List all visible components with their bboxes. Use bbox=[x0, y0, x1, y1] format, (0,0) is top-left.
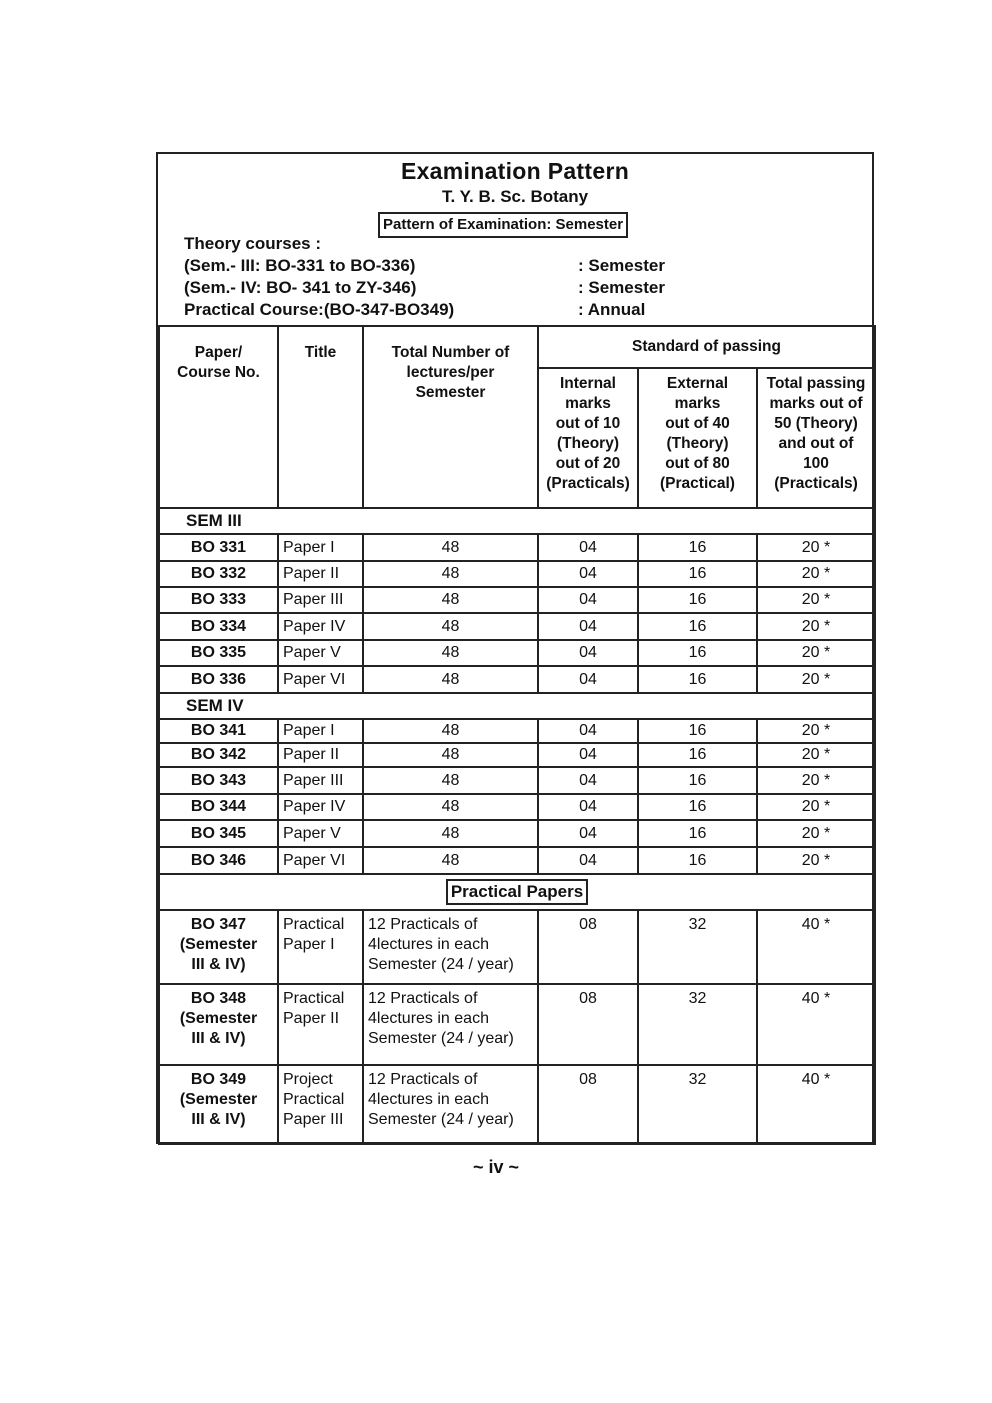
lectures-cell: 48 bbox=[363, 743, 538, 767]
table-row bbox=[159, 820, 875, 847]
table-row bbox=[159, 767, 875, 794]
sem4-label: SEM IV bbox=[159, 693, 875, 719]
course-title: Paper VI bbox=[278, 666, 363, 693]
table-row bbox=[159, 640, 875, 666]
table-row bbox=[159, 1065, 875, 1144]
total-cell: 20 * bbox=[757, 534, 875, 561]
course-code: BO 336 bbox=[159, 666, 278, 693]
internal-cell: 04 bbox=[538, 820, 638, 847]
exam-pattern-frame bbox=[156, 152, 874, 1144]
page-title: Examination Pattern bbox=[400, 158, 630, 184]
lectures-cell: 48 bbox=[363, 820, 538, 847]
total-cell: 40 * bbox=[757, 910, 875, 984]
exam-table-wrapper bbox=[158, 325, 876, 1145]
section-row bbox=[159, 874, 875, 910]
theory-heading: Theory courses : bbox=[184, 234, 321, 253]
header-row bbox=[159, 326, 875, 368]
internal-cell: 04 bbox=[538, 767, 638, 794]
course-title: Paper V bbox=[278, 640, 363, 666]
total-cell: 20 * bbox=[757, 719, 875, 743]
external-cell: 16 bbox=[638, 794, 757, 820]
pattern-label-box: Pattern of Examination: Semester bbox=[378, 212, 628, 238]
table-row bbox=[159, 534, 875, 561]
course-title: Paper V bbox=[278, 820, 363, 847]
internal-cell: 08 bbox=[538, 1065, 638, 1144]
internal-cell: 04 bbox=[538, 719, 638, 743]
course-code: BO 341 bbox=[159, 719, 278, 743]
course-title: Paper I bbox=[278, 719, 363, 743]
table-row bbox=[159, 743, 875, 767]
course-code: BO 331 bbox=[159, 534, 278, 561]
table-row bbox=[159, 847, 875, 874]
course-title: Project Practical Paper III bbox=[278, 1065, 363, 1144]
course-code: BO 335 bbox=[159, 640, 278, 666]
course-code: BO 346 bbox=[159, 847, 278, 874]
course-line-label: (Sem.- III: BO-331 to BO-336) bbox=[184, 256, 416, 275]
total-cell: 40 * bbox=[757, 984, 875, 1065]
course-line-value: : Semester bbox=[578, 278, 665, 297]
total-cell: 20 * bbox=[757, 613, 875, 640]
lectures-cell: 48 bbox=[363, 794, 538, 820]
course-title: Paper IV bbox=[278, 613, 363, 640]
table-row bbox=[159, 984, 875, 1065]
external-cell: 16 bbox=[638, 613, 757, 640]
lectures-cell: 48 bbox=[363, 640, 538, 666]
table-row bbox=[159, 719, 875, 743]
course-code: BO 342 bbox=[159, 743, 278, 767]
total-cell: 20 * bbox=[757, 743, 875, 767]
total-cell: 20 * bbox=[757, 666, 875, 693]
col-lectures-header: Total Number of lectures/per Semester bbox=[363, 326, 538, 508]
course-title: Paper III bbox=[278, 587, 363, 613]
course-title: Paper II bbox=[278, 743, 363, 767]
col-total-header: Total passing marks out of 50 (Theory) and out of 100 (Practicals) bbox=[757, 368, 875, 508]
external-cell: 16 bbox=[638, 666, 757, 693]
lectures-cell: 48 bbox=[363, 534, 538, 561]
practical-label: Practical Papers bbox=[446, 879, 588, 905]
internal-cell: 08 bbox=[538, 984, 638, 1065]
total-cell: 20 * bbox=[757, 794, 875, 820]
total-cell: 20 * bbox=[757, 820, 875, 847]
course-title: Paper III bbox=[278, 767, 363, 794]
table-row bbox=[159, 666, 875, 693]
external-cell: 16 bbox=[638, 767, 757, 794]
external-cell: 16 bbox=[638, 847, 757, 874]
table-row bbox=[159, 561, 875, 587]
internal-cell: 04 bbox=[538, 561, 638, 587]
course-code: BO 334 bbox=[159, 613, 278, 640]
external-cell: 16 bbox=[638, 561, 757, 587]
internal-cell: 04 bbox=[538, 640, 638, 666]
course-code: BO 347 (Semester III & IV) bbox=[159, 910, 278, 984]
internal-cell: 08 bbox=[538, 910, 638, 984]
header-block bbox=[158, 154, 872, 327]
total-cell: 40 * bbox=[757, 1065, 875, 1144]
external-cell: 16 bbox=[638, 820, 757, 847]
course-title: Paper II bbox=[278, 561, 363, 587]
page-number: ~ iv ~ bbox=[472, 1157, 520, 1177]
page-subtitle: T. Y. B. Sc. Botany bbox=[441, 187, 589, 206]
external-cell: 16 bbox=[638, 640, 757, 666]
internal-cell: 04 bbox=[538, 666, 638, 693]
lectures-cell: 48 bbox=[363, 587, 538, 613]
course-code: BO 348 (Semester III & IV) bbox=[159, 984, 278, 1065]
lectures-cell: 48 bbox=[363, 767, 538, 794]
exam-table bbox=[158, 325, 876, 1145]
practical-section bbox=[159, 874, 875, 910]
external-cell: 16 bbox=[638, 587, 757, 613]
course-code: BO 343 bbox=[159, 767, 278, 794]
lectures-cell: 48 bbox=[363, 561, 538, 587]
course-title: Paper IV bbox=[278, 794, 363, 820]
table-row bbox=[159, 587, 875, 613]
internal-cell: 04 bbox=[538, 587, 638, 613]
internal-cell: 04 bbox=[538, 534, 638, 561]
sem3-label: SEM III bbox=[159, 508, 875, 534]
course-code: BO 332 bbox=[159, 561, 278, 587]
col-title-header: Title bbox=[278, 326, 363, 508]
course-code: BO 349 (Semester III & IV) bbox=[159, 1065, 278, 1144]
external-cell: 32 bbox=[638, 910, 757, 984]
total-cell: 20 * bbox=[757, 767, 875, 794]
external-cell: 32 bbox=[638, 1065, 757, 1144]
col-external-header: External marks out of 40 (Theory) out of 80 (Practical) bbox=[638, 368, 757, 508]
internal-cell: 04 bbox=[538, 613, 638, 640]
course-line-label: (Sem.- IV: BO- 341 to ZY-346) bbox=[184, 278, 417, 297]
lectures-cell: 12 Practicals of 4lectures in each Semester (24 / year) bbox=[363, 984, 538, 1065]
internal-cell: 04 bbox=[538, 847, 638, 874]
external-cell: 16 bbox=[638, 719, 757, 743]
total-cell: 20 * bbox=[757, 587, 875, 613]
lectures-cell: 12 Practicals of 4lectures in each Semester (24 / year) bbox=[363, 1065, 538, 1144]
course-code: BO 344 bbox=[159, 794, 278, 820]
course-code: BO 345 bbox=[159, 820, 278, 847]
lectures-cell: 48 bbox=[363, 613, 538, 640]
course-title: Paper VI bbox=[278, 847, 363, 874]
col-paper-header: Paper/ Course No. bbox=[159, 326, 278, 508]
internal-cell: 04 bbox=[538, 743, 638, 767]
external-cell: 16 bbox=[638, 743, 757, 767]
section-row bbox=[159, 508, 875, 534]
table-row bbox=[159, 794, 875, 820]
section-row bbox=[159, 693, 875, 719]
course-line-value: : Annual bbox=[578, 300, 646, 319]
lectures-cell: 48 bbox=[363, 666, 538, 693]
course-code: BO 333 bbox=[159, 587, 278, 613]
internal-cell: 04 bbox=[538, 794, 638, 820]
table-row bbox=[159, 910, 875, 984]
total-cell: 20 * bbox=[757, 640, 875, 666]
col-standard-header: Standard of passing bbox=[538, 326, 875, 368]
course-line-label: Practical Course:(BO-347-BO349) bbox=[184, 300, 455, 319]
table-row bbox=[159, 613, 875, 640]
external-cell: 16 bbox=[638, 534, 757, 561]
external-cell: 32 bbox=[638, 984, 757, 1065]
lectures-cell: 48 bbox=[363, 719, 538, 743]
course-line-value: : Semester bbox=[578, 256, 665, 275]
col-internal-header: Internal marks out of 10 (Theory) out of 20 (Practicals) bbox=[538, 368, 638, 508]
total-cell: 20 * bbox=[757, 847, 875, 874]
lectures-cell: 12 Practicals of 4lectures in each Semester (24 / year) bbox=[363, 910, 538, 984]
total-cell: 20 * bbox=[757, 561, 875, 587]
lectures-cell: 48 bbox=[363, 847, 538, 874]
course-title: Paper I bbox=[278, 534, 363, 561]
course-title: Practical Paper II bbox=[278, 984, 363, 1065]
course-title: Practical Paper I bbox=[278, 910, 363, 984]
